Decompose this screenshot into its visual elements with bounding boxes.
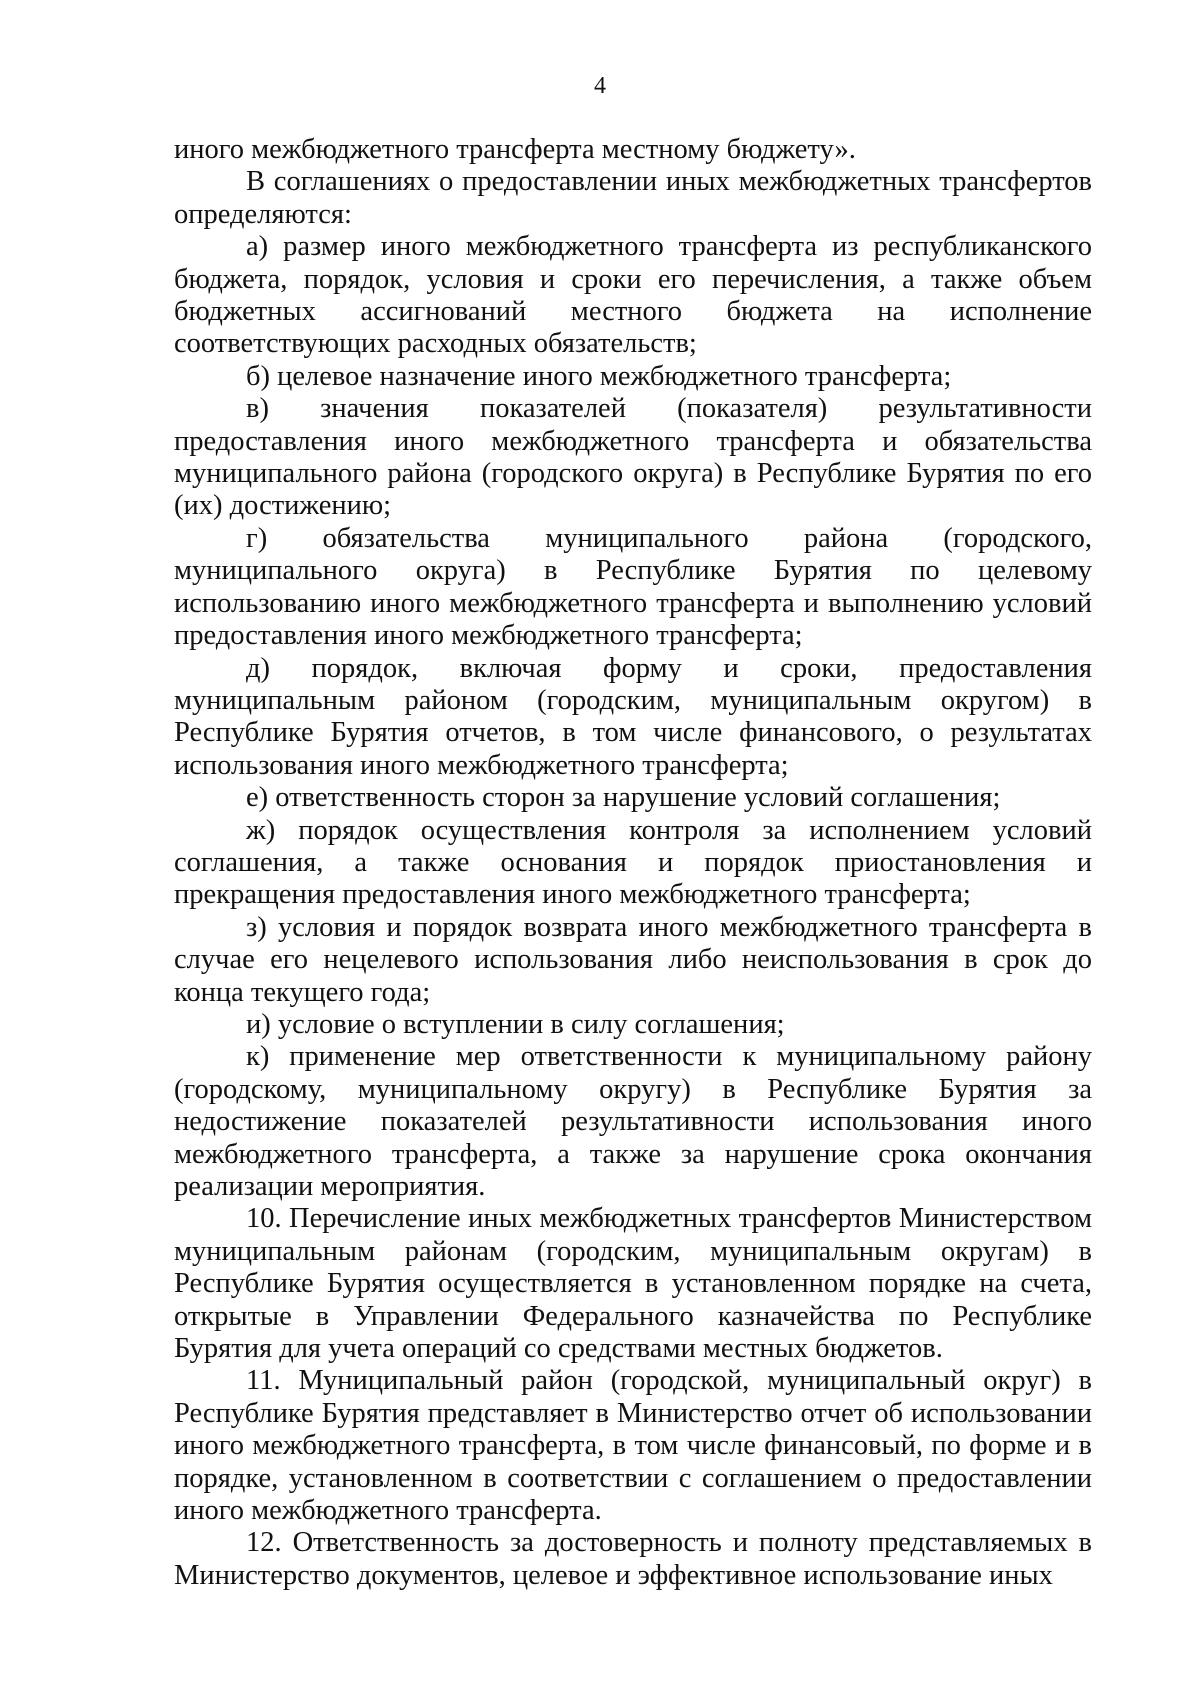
list-item-e: е) ответственность сторон за нарушение условий соглашения; xyxy=(246,782,1001,814)
list-item-d: д) порядок, включая форму и сроки, предоставления муниципальным районом (городским, муниципальным округом) в Республике Бурятия отчетов, в том числе финансового, о результатах использования иного межбюджетного трансферта; xyxy=(174,652,1092,781)
list-item-b: б) целевое назначение иного межбюджетного трансферта; xyxy=(246,360,952,392)
list-item-k: к) применение мер ответственности к муниципальному району (городскому, муниципальному округу) в Республике Бурятия за недостижение показателей результативности использования иного межбюджетного трансферта, а также за нарушение срока окончания реализации мероприятия. xyxy=(174,1041,1092,1202)
list-item-g: г) обязательства муниципального района (городского, муниципального округа) в Республике Бурятия по целевому использованию иного межбюджетного трансферта и выполнению условий предоставления иного межбюджетного трансферта; xyxy=(174,522,1092,652)
list-item-zh: ж) порядок осуществления контроля за исполнением условий соглашения, а также основания и порядок приостановления и прекращения предоставления иного межбюджетного трансферта; xyxy=(174,814,1092,911)
list-item-i: и) условие о вступлении в силу соглашения; xyxy=(246,1008,785,1040)
paragraph-agreements-intro: В соглашениях о предоставлении иных межбюджетных трансфертов определяются: xyxy=(174,166,1092,230)
clause-10: 10. Перечисление иных межбюджетных трансфертов Министерством муниципальным районам (городским, муниципальным округам) в Республике Бурятия осуществляется в установленном порядке на счета, открытые в Управлении Федерального казначейства по Республике Бурятия для учета операций со средствами местных бюджетов. xyxy=(174,1203,1092,1365)
document-body xyxy=(174,134,1092,1592)
paragraph-continuation: иного межбюджетного трансферта местному бюджету». xyxy=(174,134,856,165)
clause-11: 11. Муниципальный район (городской, муниципальный округ) в Республике Бурятия представляет в Министерство отчет об использовании иного межбюджетного трансферта, в том числе финансовый, по форме и в порядке, установленном в соответствии с соглашением о предоставлении иного межбюджетного трансферта. xyxy=(174,1365,1092,1527)
list-item-v: в) значения показателей (показателя) результативности предоставления иного межбюджетного трансферта и обязательства муниципального района (городского округа) в Республике Бурятия по его (их) достижению; xyxy=(174,393,1092,522)
list-item-z: з) условия и порядок возврата иного межбюджетного трансферта в случае его нецелевого использования либо неиспользования в срок до конца текущего года; xyxy=(174,911,1092,1008)
clause-12: 12. Ответственность за достоверность и полноту представляемых в Министерство документов, целевое и эффективное использование иных xyxy=(174,1527,1092,1591)
list-item-a: а) размер иного межбюджетного трансферта из республиканского бюджета, порядок, условия и сроки его перечисления, а также объем бюджетных ассигнований местного бюджета на исполнение соответствующих расходных обязательств; xyxy=(174,231,1092,360)
page-number: 4 xyxy=(594,73,606,99)
